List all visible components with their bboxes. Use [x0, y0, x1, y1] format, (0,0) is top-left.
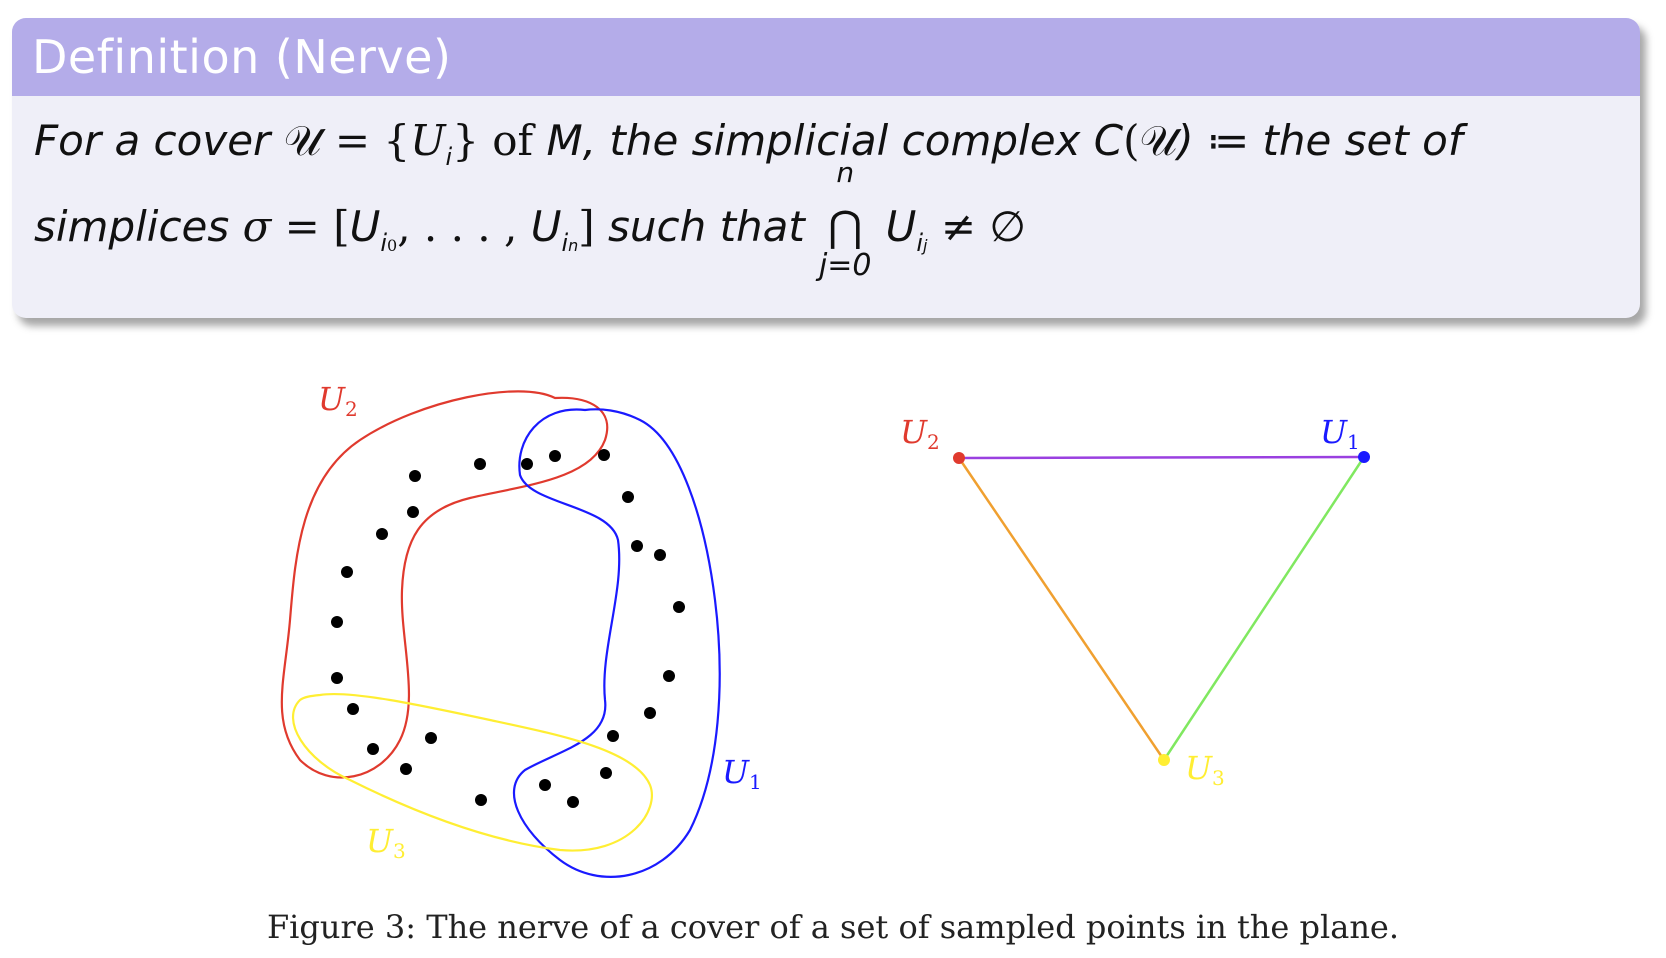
text-fragment: ( [1123, 116, 1140, 165]
math-U: U [349, 202, 381, 251]
sample-point [407, 506, 419, 518]
right-label-u3: U3 [1185, 749, 1225, 790]
math-U: U [885, 202, 917, 251]
cover-diagram [282, 380, 762, 877]
math-sigma: σ [242, 202, 272, 251]
cap-upper-limit: n [836, 156, 855, 189]
text-fragment: , . . . , [397, 202, 531, 251]
math-subsubscript: j [923, 236, 928, 255]
nerve-triangle [900, 413, 1370, 790]
region-u1 [514, 409, 720, 877]
math-U: U [410, 116, 446, 165]
vertex-u3 [1158, 754, 1170, 766]
sample-point [600, 767, 612, 779]
right-label-u2: U2 [900, 413, 940, 454]
text-fragment: ) ≔ the set of [1177, 116, 1463, 165]
math-subscript: i [380, 229, 388, 257]
sample-point [331, 616, 343, 628]
text-fragment: = [ [271, 202, 350, 251]
sample-point [631, 540, 643, 552]
math-C: C [1093, 116, 1124, 165]
vertex-u1 [1358, 451, 1370, 463]
sample-point [673, 601, 685, 613]
sample-point [474, 458, 486, 470]
left-label-u2: U2 [318, 380, 358, 421]
definition-title: Definition (Nerve) [12, 18, 1640, 96]
edge-u2-u3 [959, 458, 1164, 760]
sample-point [367, 743, 379, 755]
text-fragment: ≠ ∅ [927, 202, 1026, 251]
math-subscript: i [916, 229, 924, 257]
figure-caption: Figure 3: The nerve of a cover of a set of sampled points in the plane. [266, 908, 1400, 946]
cover-symbol: 𝒰 [1139, 116, 1178, 165]
sample-point [567, 796, 579, 808]
math-subsubscript: n [568, 236, 579, 255]
sample-point [475, 794, 487, 806]
sample-point [607, 730, 619, 742]
cover-symbol: 𝒰 [283, 116, 322, 165]
math-U: U [530, 202, 562, 251]
sample-point [400, 763, 412, 775]
sample-point [521, 458, 533, 470]
edge-u2-u1 [959, 457, 1364, 458]
text-fragment: = { [321, 116, 411, 165]
math-subsubscript: 0 [387, 236, 398, 255]
text-fragment: such that [594, 202, 819, 251]
cap-symbol: ⋂ [828, 202, 863, 251]
sample-point [654, 549, 666, 561]
sample-point [622, 491, 634, 503]
region-u2 [282, 391, 607, 777]
cap-lower-limit: j=0 [818, 248, 872, 283]
vertex-u2 [953, 452, 965, 464]
right-label-u1: U1 [1320, 413, 1360, 454]
sample-point [331, 672, 343, 684]
sample-point [409, 470, 421, 482]
text-fragment: ] [578, 202, 595, 251]
text-fragment: } of [452, 116, 547, 165]
text-fragment: For a cover [34, 116, 284, 165]
sample-points [331, 449, 685, 808]
sample-point [347, 703, 359, 715]
sample-point [376, 528, 388, 540]
sample-point [549, 450, 561, 462]
text-fragment: simplices [34, 202, 243, 251]
math-M: M [546, 116, 583, 165]
left-label-u1: U1 [722, 753, 762, 794]
sample-point [539, 779, 551, 791]
sample-point [598, 449, 610, 461]
region-u3 [293, 694, 652, 851]
sample-point [425, 732, 437, 744]
sample-point [663, 670, 675, 682]
left-label-u3: U3 [366, 822, 406, 863]
text-fragment: , the simplicial complex [582, 116, 1094, 165]
edge-u1-u3 [1164, 457, 1364, 760]
math-subscript: i [445, 143, 453, 171]
sample-point [644, 707, 656, 719]
math-subscript: i [561, 229, 569, 257]
sample-point [341, 566, 353, 578]
